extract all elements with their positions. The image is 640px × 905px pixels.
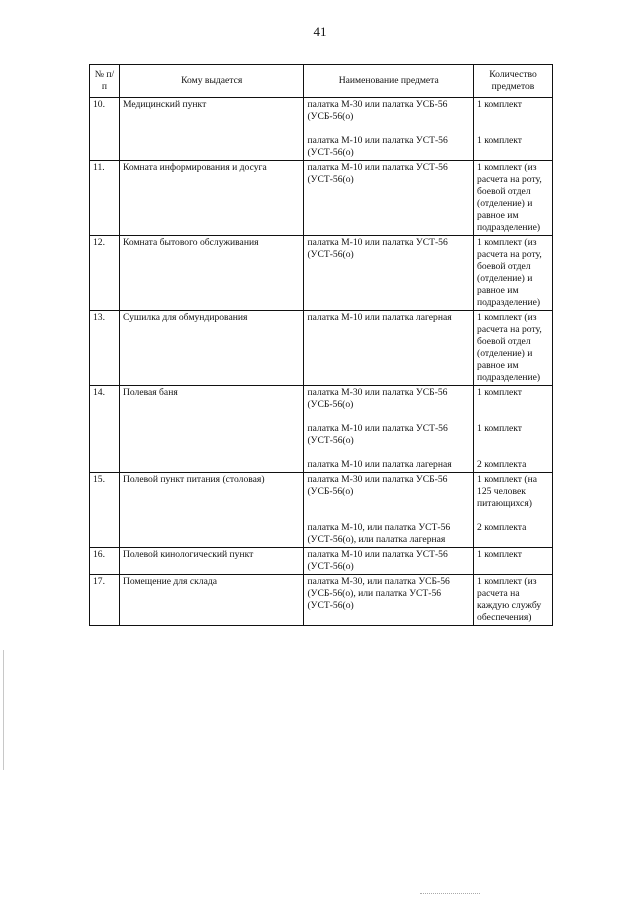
row-qtys bbox=[474, 311, 553, 386]
qty-text: 2 комплекта bbox=[477, 459, 527, 470]
row-items bbox=[304, 98, 474, 161]
supply-table bbox=[89, 64, 553, 626]
row-items bbox=[304, 236, 474, 311]
qty-text: 1 комплект bbox=[477, 549, 522, 560]
qty-text: 1 комплект bbox=[477, 423, 522, 434]
table-row bbox=[90, 473, 553, 548]
row-items bbox=[304, 473, 474, 548]
row-to-whom: Сушилка для обмундирования bbox=[119, 311, 304, 386]
table-row bbox=[90, 386, 553, 473]
item-text: палатка М-30 или палатка УСБ-56 (УСБ-56(о) bbox=[307, 387, 448, 410]
row-items bbox=[304, 548, 474, 575]
row-number: 11. bbox=[90, 161, 120, 236]
row-qtys bbox=[474, 548, 553, 575]
table-row bbox=[90, 98, 553, 161]
qty-text: 1 комплект (из расчета на роту, боевой отдел (отделение) и равное им подразделение) bbox=[477, 312, 542, 383]
row-qtys bbox=[474, 98, 553, 161]
item-text: палатка М-10 или палатка УСТ-56 (УСТ-56(о) bbox=[307, 135, 448, 158]
header-num: № п/п bbox=[90, 65, 120, 98]
page-number: 41 bbox=[313, 24, 327, 39]
item-text: палатка М-10 или палатка лагерная bbox=[307, 312, 452, 323]
item-text: палатка М-30, или палатка УСБ-56 (УСБ-56(о), или палатка УСТ-56 (УСТ-56(о) bbox=[307, 576, 450, 611]
row-number: 17. bbox=[90, 575, 120, 626]
row-qtys bbox=[474, 386, 553, 473]
qty-text: 2 комплекта bbox=[477, 522, 527, 533]
row-number: 14. bbox=[90, 386, 120, 473]
row-items bbox=[304, 386, 474, 473]
row-number: 15. bbox=[90, 473, 120, 548]
qty-text: 1 комплект (из расчета на роту, боевой отдел (отделение) и равное им подразделение) bbox=[477, 237, 542, 308]
qty-text: 1 комплект (на 125 человек питающихся) bbox=[477, 474, 537, 509]
header-to-whom: Кому выдается bbox=[119, 65, 304, 98]
item-text: палатка М-30 или палатка УСБ-56 (УСБ-56(о) bbox=[307, 99, 448, 122]
row-to-whom: Комната информирования и досуга bbox=[119, 161, 304, 236]
row-number: 12. bbox=[90, 236, 120, 311]
row-qtys bbox=[474, 161, 553, 236]
qty-text: 1 комплект (из расчета на роту, боевой отдел (отделение) и равное им подразделение) bbox=[477, 162, 542, 233]
row-items bbox=[304, 161, 474, 236]
row-qtys bbox=[474, 236, 553, 311]
row-to-whom: Полевая баня bbox=[119, 386, 304, 473]
row-qtys bbox=[474, 575, 553, 626]
row-number: 13. bbox=[90, 311, 120, 386]
item-text: палатка М-10 или палатка УСТ-56 (УСТ-56(о) bbox=[307, 423, 448, 446]
item-text: палатка М-10 или палатка УСТ-56 (УСТ-56(о) bbox=[307, 237, 448, 260]
row-to-whom: Помещение для склада bbox=[119, 575, 304, 626]
row-to-whom: Комната бытового обслуживания bbox=[119, 236, 304, 311]
header-item: Наименование предмета bbox=[304, 65, 474, 98]
item-text: палатка М-10 или палатка УСТ-56 (УСТ-56(о) bbox=[307, 549, 448, 572]
qty-text: 1 комплект bbox=[477, 135, 522, 146]
row-number: 10. bbox=[90, 98, 120, 161]
scan-noise bbox=[420, 893, 480, 895]
table-row bbox=[90, 236, 553, 311]
table-row bbox=[90, 575, 553, 626]
item-text: палатка М-10 или палатка УСТ-56 (УСТ-56(о) bbox=[307, 162, 448, 185]
item-text: палатка М-10 или палатка лагерная bbox=[307, 459, 452, 470]
table-header-row bbox=[90, 65, 553, 98]
row-qtys bbox=[474, 473, 553, 548]
qty-text: 1 комплект (из расчета на каждую службу обеспечения) bbox=[477, 576, 542, 623]
row-number: 16. bbox=[90, 548, 120, 575]
qty-text: 1 комплект bbox=[477, 99, 522, 110]
table-row bbox=[90, 548, 553, 575]
row-items bbox=[304, 311, 474, 386]
row-to-whom: Полевой пункт питания (столовая) bbox=[119, 473, 304, 548]
row-items bbox=[304, 575, 474, 626]
table-row bbox=[90, 311, 553, 386]
table-row bbox=[90, 161, 553, 236]
qty-text: 1 комплект bbox=[477, 387, 522, 398]
header-qty: Количество предметов bbox=[474, 65, 553, 98]
item-text: палатка М-10, или палатка УСТ-56 (УСТ-56(о), или палатка лагерная bbox=[307, 522, 451, 545]
row-to-whom: Медицинский пункт bbox=[119, 98, 304, 161]
row-to-whom: Полевой кинологический пункт bbox=[119, 548, 304, 575]
item-text: палатка М-30 или палатка УСБ-56 (УСБ-56(о) bbox=[307, 474, 448, 497]
scan-edge-mark bbox=[3, 650, 4, 770]
